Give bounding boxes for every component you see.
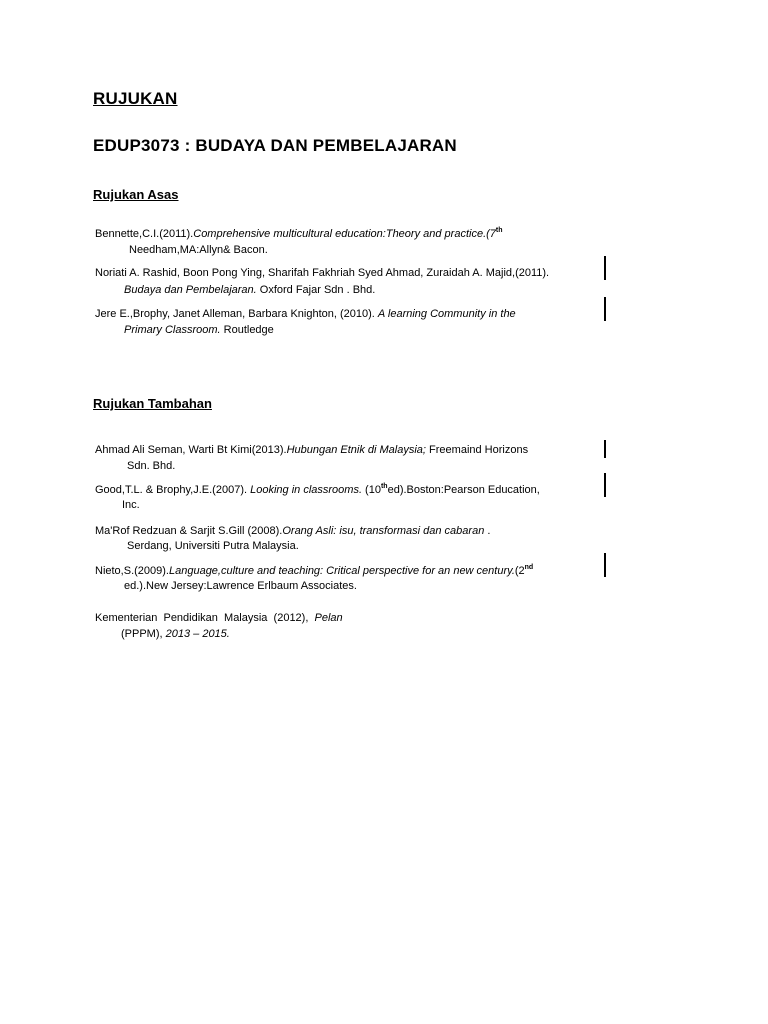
reference-jere-line1: Jere E.,Brophy, Janet Alleman, Barbara Knighton, (2010). A learning Community in the bbox=[95, 308, 516, 320]
reference-bennette-line2: Needham,MA:Allyn& Bacon. bbox=[129, 244, 268, 256]
reference-nieto-line1: Nieto,S.(2009).Language,culture and teaching: Critical perspective for an new century.(2nd bbox=[95, 564, 534, 577]
reference-good-line2: Inc. bbox=[122, 499, 140, 511]
reference-marof-line2: Serdang, Universiti Putra Malaysia. bbox=[127, 540, 299, 552]
reference-ahmad-line1: Ahmad Ali Seman, Warti Bt Kimi(2013).Hubungan Etnik di Malaysia; Freemaind Horizons bbox=[95, 444, 529, 456]
page-title: RUJUKAN bbox=[93, 89, 178, 108]
reference-nieto-line2: ed.).New Jersey:Lawrence Erlbaum Associates. bbox=[124, 580, 357, 592]
reference-bennette-line1: Bennette,C.I.(2011).Comprehensive multicultural education:Theory and practice.(7th bbox=[95, 227, 503, 240]
change-bar bbox=[604, 256, 606, 280]
change-bar bbox=[604, 440, 606, 458]
reference-jere-line2: Primary Classroom. Routledge bbox=[124, 324, 274, 336]
change-bar bbox=[604, 473, 606, 497]
change-bar bbox=[604, 553, 606, 577]
reference-kementerian-line1: Kementerian Pendidikan Malaysia (2012), Pelan bbox=[95, 612, 343, 624]
reference-marof-line1: Ma'Rof Redzuan & Sarjit S.Gill (2008).Orang Asli: isu, transformasi dan cabaran . bbox=[95, 525, 491, 537]
reference-kementerian-line2: (PPPM), 2013 – 2015. bbox=[121, 628, 230, 640]
reference-noriati-line2: Budaya dan Pembelajaran. Oxford Fajar Sdn . Bhd. bbox=[124, 284, 376, 296]
reference-ahmad-line2: Sdn. Bhd. bbox=[127, 460, 176, 472]
reference-noriati-line1: Noriati A. Rashid, Boon Pong Ying, Sharifah Fakhriah Syed Ahmad, Zuraidah A. Majid,(2011). bbox=[95, 267, 550, 279]
course-title: EDUP3073 : BUDAYA DAN PEMBELAJARAN bbox=[93, 136, 457, 155]
change-bar bbox=[604, 297, 606, 321]
reference-good-line1: Good,T.L. & Brophy,J.E.(2007). Looking in classrooms. (10thed).Boston:Pearson Education, bbox=[95, 483, 540, 496]
section-heading-rujukan-tambahan: Rujukan Tambahan bbox=[93, 396, 212, 411]
section-heading-rujukan-asas: Rujukan Asas bbox=[93, 187, 179, 202]
